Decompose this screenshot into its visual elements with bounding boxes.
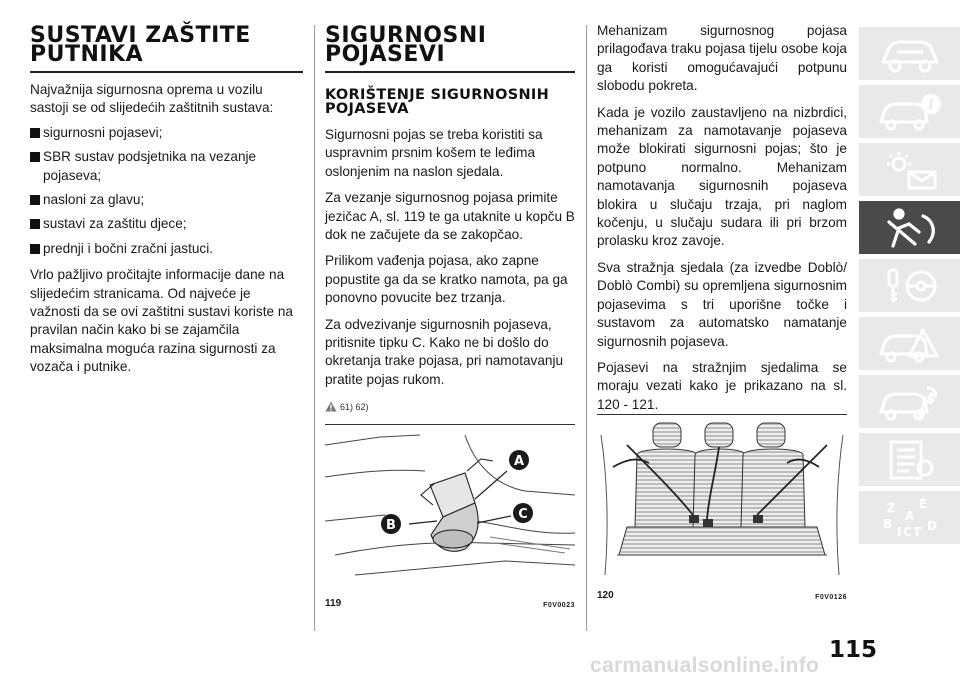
column-divider — [586, 25, 587, 631]
svg-text:B: B — [386, 518, 396, 533]
svg-text:C: C — [902, 524, 912, 539]
heading-seatbelts: SIGURNOSNI POJASEVI — [325, 0, 575, 73]
tab-warning-lights[interactable] — [859, 143, 960, 196]
key-steering-wheel-icon — [875, 264, 945, 308]
chapter-tabs-sidebar — [859, 27, 960, 549]
tab-car-info[interactable] — [859, 85, 960, 138]
list-item: nasloni za glavu; — [30, 191, 303, 209]
column-seatbelts — [325, 0, 575, 412]
tab-starting-driving[interactable] — [859, 259, 960, 312]
svg-text:T: T — [912, 524, 921, 539]
svg-text:É: É — [918, 496, 927, 511]
warning-light-envelope-icon — [875, 148, 945, 192]
paragraph: Pojasevi na stražnjim sjedalima se moraju vezati kako je prikazano na sl. 120 - 121. — [597, 359, 847, 412]
paragraph: Prilikom vađenja pojasa, ako zapne popustite ga da se kratko namota, pa ga ponovno povucite bez trzanja. — [325, 253, 568, 306]
list-item: sigurnosni pojasevi; — [30, 124, 303, 142]
seatbelt-airbag-icon — [875, 206, 945, 250]
warning-triangle-icon — [325, 401, 337, 412]
paragraph: Sigurnosni pojas se treba koristiti sa uspravnim prsnim košem te leđima oslonjenim na naslon sjedala. — [325, 127, 543, 179]
callout-label-c — [513, 503, 533, 523]
subheading-using-seatbelts: KORIŠTENJE SIGURNOSNIH POJASEVA — [325, 87, 550, 117]
paragraph: Kada je vozilo zaustavljeno na nizbrdici, mehanizam za namotavanje pojaseva može blokirati sigurnosni pojas; što je potpuno normalno. Mehanizam namotavanja sigurnosnih pojaseva blokira u slučaju trzaja, pri naglom kočenju, u slučaju sudara ili pri brzom prolasku kroz zavoje. — [597, 104, 847, 249]
closing-paragraph: Vrlo pažljivo pročitajte informacije dane na slijedećim stranicama. Od najveće je važnosti da se ovi zaštitni sustavi koriste na pravilan način kako bi se zajamčila maksimalna moguća razina sigurnosti za vozača i putnike. — [30, 267, 293, 375]
svg-text:B: B — [882, 516, 892, 531]
column-protection-systems — [30, 0, 303, 377]
car-emergency-icon — [875, 322, 945, 366]
figure-number: 119 — [325, 598, 342, 609]
callout-label-a — [509, 450, 529, 470]
protection-system-list — [30, 124, 303, 258]
checkbox-bullet-icon — [30, 195, 40, 205]
figure-number: 120 — [597, 590, 614, 601]
tab-emergency[interactable] — [859, 317, 960, 370]
checkbox-bullet-icon — [30, 244, 40, 254]
svg-text:A: A — [513, 454, 525, 469]
intro-paragraph: Najvažnija sigurnosna oprema u vozilu sastoji se od slijedećih zaštitnih sustava: — [30, 82, 274, 116]
alphabetical-index-icon — [875, 496, 945, 540]
page-number: 115 — [829, 637, 878, 663]
tab-safety[interactable] — [859, 201, 960, 254]
figure-code: F0V0126 — [815, 594, 847, 601]
svg-text:D: D — [926, 518, 937, 533]
tab-dashboard[interactable] — [859, 27, 960, 80]
figure-120-rear-seats — [597, 414, 847, 600]
tab-maintenance[interactable] — [859, 375, 960, 428]
list-item: SBR sustav podsjetnika na vezanje pojaseva; — [30, 148, 303, 185]
svg-text:A: A — [904, 508, 914, 523]
seatbelt-buckle-illustration — [325, 425, 575, 591]
figure-code: F0V0023 — [543, 602, 575, 609]
checkbox-bullet-icon — [30, 152, 40, 162]
list-item: prednji i bočni zračni jastuci. — [30, 240, 303, 258]
svg-text:i: i — [927, 96, 934, 113]
figure-119-buckle — [325, 424, 575, 608]
column-belt-mechanism — [597, 22, 847, 414]
figure-caption — [325, 593, 575, 609]
paragraph: Mehanizam sigurnosnog pojasa prilagođava traku pojasa tijelu osobe koja ga koristi omogućavajući potpunu slobodu pokreta. — [597, 23, 847, 94]
car-info-icon — [875, 90, 945, 134]
rear-seats-illustration — [597, 415, 847, 583]
svg-text:I: I — [896, 524, 901, 539]
tab-technical-data[interactable] — [859, 433, 960, 486]
svg-text:C: C — [518, 507, 528, 522]
checkbox-bullet-icon — [30, 219, 40, 229]
car-dashboard-icon — [875, 32, 945, 76]
list-item: sustavi za zaštitu djece; — [30, 215, 303, 233]
paragraph: Sva stražnja sjedala (za izvedbe Doblò/ Doblò Combi) su opremljena sigurnosnim pojasevima s tri uporišne točke i sustavom za automatsko namatanje sigurnosnih pojaseva. — [597, 259, 847, 349]
heading-protection-systems: SUSTAVI ZAŠTITE PUTNIKA — [30, 0, 303, 73]
svg-text:Z: Z — [886, 500, 896, 515]
car-wrench-icon — [875, 380, 945, 424]
warning-reference: 61) 62) — [325, 401, 575, 412]
paragraph: Za odvezivanje sigurnosnih pojaseva, pritisnite tipku C. Kako ne bi došlo do okretanja trake pojasa, pri namotavanju pratite pojas rukom. — [325, 316, 564, 387]
callout-label-b — [381, 514, 401, 534]
checkbox-bullet-icon — [30, 128, 40, 138]
technical-data-icon — [875, 438, 945, 482]
figure-caption — [597, 585, 847, 601]
paragraph: Za vezanje sigurnosnog pojasa primite jezičac A, sl. 119 te ga utaknite u kopču B dok ne začujete da se zakopčao. — [325, 190, 575, 243]
watermark: carmanualsonline.info — [590, 654, 820, 677]
column-divider — [314, 25, 315, 631]
tab-alphabetical-index[interactable] — [859, 491, 960, 544]
